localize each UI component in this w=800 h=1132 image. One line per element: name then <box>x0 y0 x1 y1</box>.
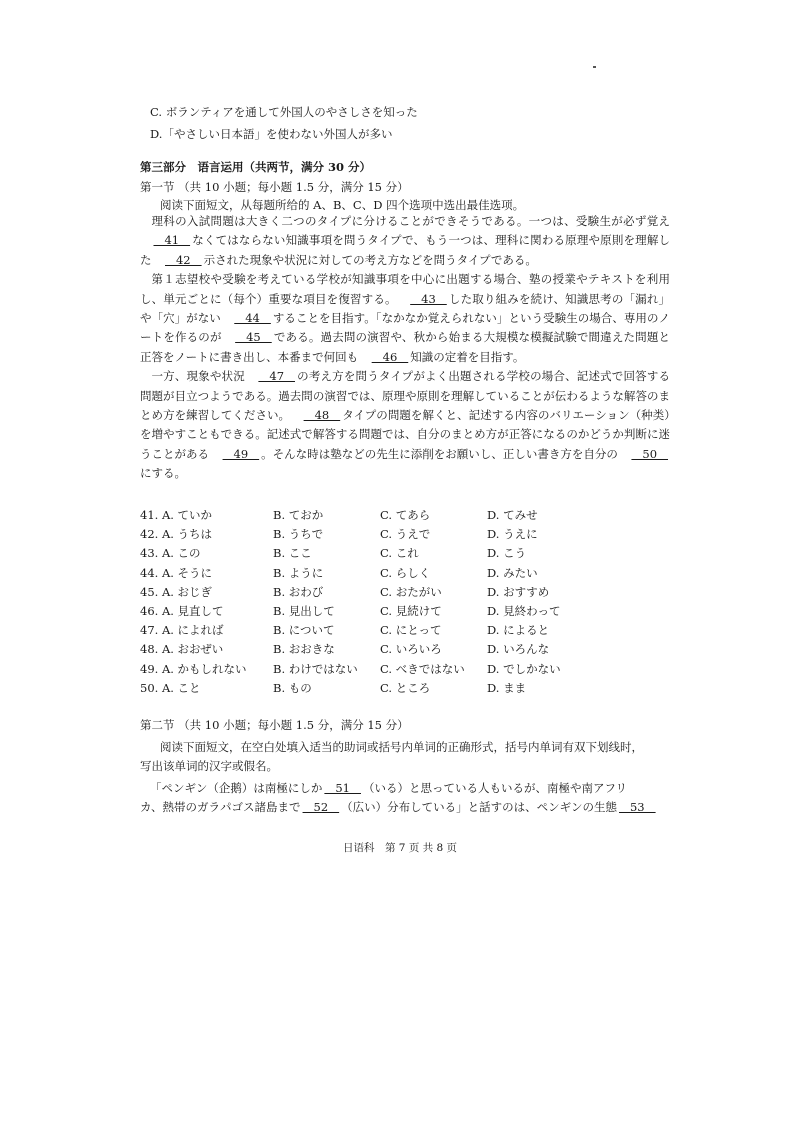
blank-46: 46 <box>371 349 409 364</box>
option-row-46: 46. A. 見直して B. 見出して C. 見続けて D. 見終わって <box>140 603 561 618</box>
option-row-45: 45. A. おじぎ B. おわび C. おたがい D. おすすめ <box>140 584 550 599</box>
option-row-48: 48. A. おおぜい B. おおきな C. いろいろ D. いろんな <box>140 642 550 657</box>
prev-option-d: D.「やさしい日本語」を使わない外国人が多い <box>150 127 393 141</box>
option-row-43: 43. A. この B. ここ C. これ D. こう <box>140 546 527 561</box>
blank-47: 47 <box>258 369 295 384</box>
blank-41: 41 <box>153 233 191 248</box>
section2-passage-line-1: 「ペンギン（企鹅）は南極にしか 51 （いる）と思っている人もいるが、南極や南アフリ <box>150 781 628 795</box>
blank-53: 53 <box>619 800 656 814</box>
part3-title: 第三部分 语言运用（共两节，满分 30 分） <box>140 160 372 174</box>
blank-51: 51 <box>324 781 361 795</box>
section1-instructions: 阅读下面短文，从每题所给的 A、B、C、D 四个选项中选出最佳选项。 <box>160 198 525 212</box>
passage-paragraph-2: 第１志望校や受験を考えている学校が知識事項を中心に出題する場合、塾の授業やテキストを利用し、単元ごとに（每个）重要な項目を復習する。 43 した取り組みを続け、知識思考の「漏れ」や「穴」がない 44 することを目指す。「なかなか覚えられない」という受験生の場合、専用のノートを作るのが 45 である。過去問の演習や、秋から始まる大規模な模擬試験で間違えた問題と正答をノートに書き出し、本番まで何回も 46 知識の定着を目指す。 <box>140 270 670 367</box>
blank-42: 42 <box>165 252 202 267</box>
blank-45: 45 <box>235 330 272 345</box>
blank-44: 44 <box>234 311 271 326</box>
prev-option-c: C. ボランティアを通して外国人のやさしさを知った <box>150 105 418 119</box>
passage-paragraph-3: 一方、現象や状況 47 の考え方を問うタイプがよく出題される学校の場合、記述式で回答する問題が目立つようである。過去問の演習では、原理や原則を理解していることが伝わるような解答のまとめ方を練習してください。 48 タイプの問題を解くと、記述する内容のバリエーション（种类）を増やすこともできる。記述式で解答する問題では、自分のまとめ方が正答になるのかどうか判断に迷うことがある 49 。そんな時は塾などの先生に添削をお願いし、正しい書き方を自分の 50 にする。 <box>140 369 671 481</box>
blank-49: 49 <box>222 446 260 461</box>
option-row-42: 42. A. うちは B. うちで C. うえで D. うえに <box>140 527 538 542</box>
section2-passage-line-2: カ、熱帯のガラパゴス諸島まで 52 （広い）分布している」と話すのは、ペンギンの生態 53 <box>140 800 656 814</box>
blank-48: 48 <box>303 408 341 423</box>
blank-43: 43 <box>410 291 447 306</box>
page-footer: 日语科 第 7 页 共 8 页 <box>342 842 458 854</box>
section2-title: 第二节 （共 10 小题；每小题 1.5 分，满分 15 分） <box>140 718 409 732</box>
options-table <box>140 506 670 698</box>
scan-speck <box>593 66 596 68</box>
option-row-47: 47. A. によれば B. について C. にとって D. によると <box>140 623 550 638</box>
reading-passage <box>140 212 670 484</box>
section2-instructions-1: 阅读下面短文，在空白处填入适当的助词或括号内单词的正确形式，括号内单词有双下划线时， <box>160 740 643 754</box>
option-row-50: 50. A. こと B. もの C. ところ D. まま <box>140 680 527 695</box>
blank-50: 50 <box>631 446 669 461</box>
section1-title: 第一节 （共 10 小题；每小题 1.5 分，满分 15 分） <box>140 180 409 194</box>
blank-52: 52 <box>302 800 340 814</box>
option-row-49: 49. A. かもしれない B. わけではない C. べきではない D. でしかない <box>140 661 561 676</box>
option-row-41: 41. A. ていか B. ておか C. てあら D. てみせ <box>140 508 538 522</box>
section2-instructions-2: 写出该单词的汉字或假名。 <box>140 759 278 773</box>
passage-paragraph-1: 理科の入試問題は大きく二つのタイプに分けることができそうである。一つは、受験生が必ず覚え 41 なくてはならない知識事項を問うタイプで、もう一つは、理科に関わる原理や原則を理解した 42 示された現象や状況に対しての考え方などを問うタイプである。 <box>140 212 670 270</box>
option-row-44: 44. A. そうに B. ように C. らしく D. みたい <box>140 565 538 580</box>
